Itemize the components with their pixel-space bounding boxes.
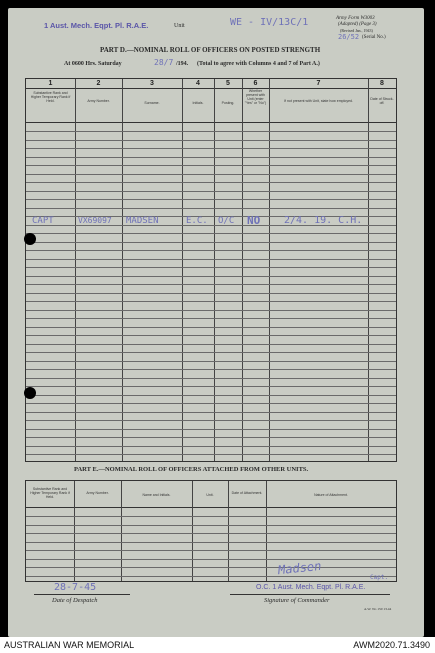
ruled-line [26,559,396,560]
ruled-line [26,352,396,353]
e-col-header-unit: Unit. [206,493,214,497]
ruled-line [26,395,396,396]
ruled-line [26,259,396,260]
part-d-title: PART D.—NOMINAL ROLL OF OFFICERS ON POSTED STRENGTH [100,46,321,54]
ruled-line [26,310,396,311]
entry-surname: MADSEN [126,216,159,226]
ruled-line [26,361,396,362]
col-header-initials: Initials. [192,101,204,105]
col-header-army-number: Army Number. [87,99,110,103]
ruled-line [26,420,396,421]
ruled-line [26,525,396,526]
col-number: 3 [150,80,154,87]
e-col-header-name: Name and Initials. [142,493,171,497]
col-header-present: Whether present with Unit (enter "Yes" or "No") [244,89,267,105]
ruled-line [26,208,396,209]
ruled-line [26,429,396,430]
ruled-line [26,403,396,404]
form-sheet [8,8,424,637]
ruled-line [26,378,396,379]
signature-rank: Capt. [370,574,389,581]
form-number: Army Form W3003 [336,16,375,21]
signature-label: Signature of Commander [264,597,330,604]
commander-stamp: O.C. 1 Aust. Mech. Eqpt. Pl. R.A.E. [256,584,366,591]
ruled-line [26,250,396,251]
ruled-line [26,293,396,294]
footer-left: AUSTRALIAN WAR MEMORIAL [4,640,135,650]
ruled-line [26,131,396,132]
reference-handwritten: WE - IV/13C/1 [230,17,309,28]
col-header-employed: If not present with Unit, state how employed. [284,99,353,103]
ruled-line [26,335,396,336]
at-date-handwritten: 28/7 [154,58,174,67]
ruled-line [26,327,396,328]
ruled-line [26,148,396,149]
ruled-line [26,533,396,534]
ruled-line [26,174,396,175]
entry-posting: O/C [218,216,235,226]
unit-stamp: 1 Aust. Mech. Eqpt. Pl. R.A.E. [44,21,149,30]
unit-label: Unit [174,23,185,29]
ruled-line [26,157,396,158]
ruled-line [26,284,396,285]
at-line-year: /194. [176,61,189,67]
ruled-line [26,386,396,387]
serial-value: 26/52 [338,33,360,41]
entry-employed: 2/4. 19. C.H. [284,215,363,226]
e-col-header-nature: Nature of Attachment. [314,493,348,497]
ruled-line [26,576,396,577]
ruled-line [26,276,396,277]
footer-right: AWM2020.71.3490 [353,640,430,650]
signature-line [230,594,390,595]
part-d-table [25,78,397,462]
ruled-line [26,301,396,302]
part-e-table [25,480,397,582]
ruled-line [26,182,396,183]
ruled-line [26,344,396,345]
entry-rank: CAPT [32,216,54,226]
despatch-date-handwritten: 28-7-45 [54,582,97,593]
e-col-header-rank: Substantive Rank and Higher Temporary Rank if Held. [30,487,70,499]
ruled-line [26,369,396,370]
at-line-prefix: At 0600 Hrs. Saturday [64,61,122,67]
ruled-line [26,567,396,568]
col-header-struck-off: Date of Struck-off. [370,97,394,105]
col-header-rank: Substantive Rank and Higher Temporary Rank if Held. [30,91,71,103]
form-revised: (Revised Jan., 1943) [340,28,373,33]
print-code: A.W. No 150 13.44 [364,607,392,611]
serial-label: (Serial No.) [362,35,386,40]
e-col-header-army-number: Army Number. [86,491,109,495]
at-line-suffix: (Total to agree with Columns 4 and 7 of Part A.) [197,61,320,67]
ruled-line [26,437,396,438]
ruled-line [26,267,396,268]
ruled-line [26,242,396,243]
e-col-header-date: Date of Attachment. [231,491,263,495]
ruled-line [26,454,396,455]
col-number: 4 [196,80,200,87]
col-number: 2 [96,80,101,87]
ruled-line [26,318,396,319]
ruled-line [26,516,396,517]
ruled-line [26,412,396,413]
form-adapted: (Adapted) (Page 3) [338,22,377,27]
ruled-line [26,199,396,200]
punch-hole [24,233,36,245]
ruled-line [26,165,396,166]
despatch-label: Date of Despatch [52,597,98,604]
entry-army-number: VX69097 [78,216,112,225]
despatch-line [34,594,130,595]
col-number: 1 [48,80,53,87]
col-number: 5 [226,80,230,87]
entry-initials: E.C. [186,216,208,226]
col-number: 8 [380,80,384,87]
col-header-surname: Surname. [144,101,160,105]
commander-signature: Madsen [277,558,322,578]
ruled-line [26,233,396,234]
col-number: 6 [253,80,258,87]
ruled-line [26,140,396,141]
col-number: 7 [316,80,321,87]
ruled-line [26,542,396,543]
archive-footer [0,637,435,653]
entry-present: NO [247,214,261,227]
ruled-line [26,446,396,447]
col-header-posting: Posting. [221,101,235,105]
punch-hole [24,387,36,399]
ruled-line [26,191,396,192]
part-e-title: PART E.—NOMINAL ROLL OF OFFICERS ATTACHED FROM OTHER UNITS. [74,466,309,473]
ruled-line [26,550,396,551]
